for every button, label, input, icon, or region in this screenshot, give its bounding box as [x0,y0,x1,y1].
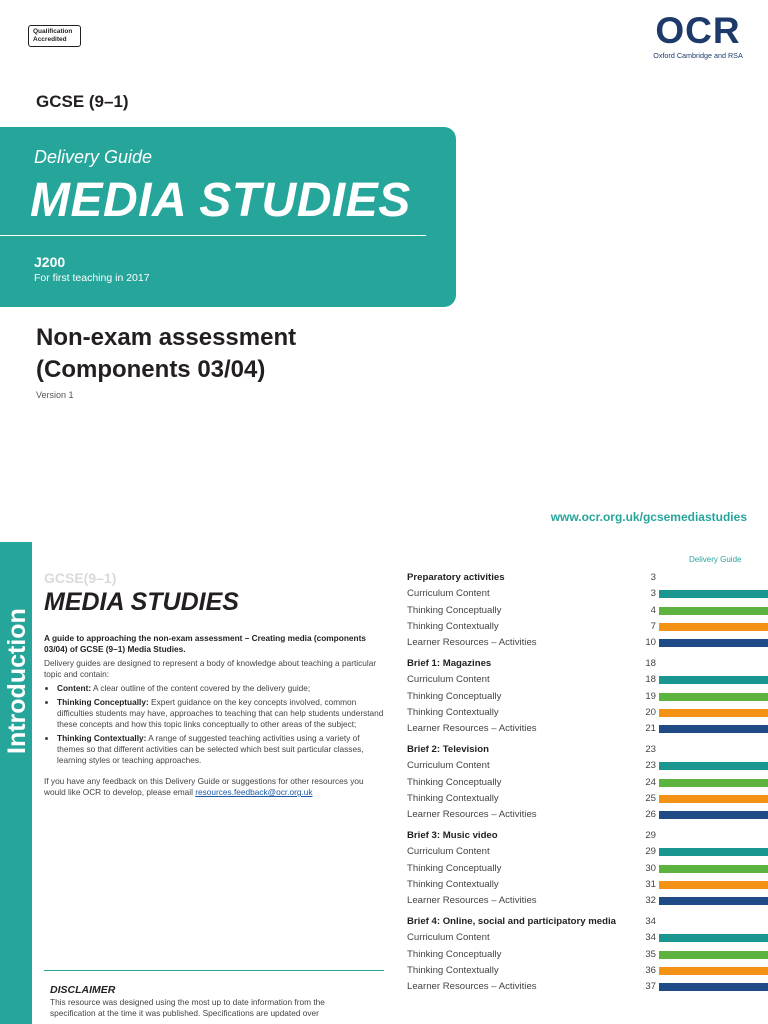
intro-bullet-thinking-conceptually [57,697,384,730]
toc-entry-page: 20 [645,706,656,718]
title-banner [0,127,456,307]
toc-entry-page: 24 [645,776,656,788]
assessment-title-line-2: (Components 03/04) [36,356,266,383]
toc-color-bar [659,811,768,819]
toc-section-page: 29 [645,829,656,841]
toc-entry-page: 3 [650,588,656,600]
toc-color-bar [659,795,768,803]
toc-entry-page: 10 [645,637,656,649]
toc-entry-page: 21 [645,723,656,735]
toc-color-bar [659,725,768,733]
toc-entry[interactable] [407,721,768,737]
toc-color-bar [659,607,768,615]
toc-entry-page: 18 [645,674,656,686]
intro-qualification: GCSE(9–1) [44,570,117,586]
toc-entry[interactable] [407,947,768,963]
toc-entry-title: Thinking Conceptually [407,948,502,960]
section-side-tab-label: Introduction [3,608,31,754]
qualification-level: GCSE (9–1) [36,92,129,111]
toc-entry-title: Thinking Conceptually [407,690,502,702]
toc-entry-page: 23 [645,760,656,772]
toc-color-bar [659,623,768,631]
toc-entry-title: Thinking Conceptually [407,776,502,788]
toc-entry-page: 35 [645,948,656,960]
disclaimer-text: This resource was designed using the most up to date information from the specification at the time it was published. Specifications are updated over [50,997,325,1018]
version-label: Version 1 [36,390,74,400]
toc-color-bar [659,709,768,717]
toc-entry-page: 29 [645,846,656,858]
feedback-text: If you have any feedback on this Delivery Guide or suggestions for other resources you would like OCR to develop, please email [44,776,364,797]
toc-entry-page: 30 [645,862,656,874]
toc-section-title: Brief 3: Music video [407,829,498,841]
toc-section-page: 23 [645,743,656,755]
bullet-term: Content: [57,683,92,693]
intro-bullet-list [44,683,384,766]
toc-entry[interactable] [407,705,768,721]
toc-color-bar [659,779,768,787]
feedback-paragraph [44,776,384,798]
ocr-logo [646,12,750,60]
badge-line-2: Accredited [33,35,67,43]
toc-entry-page: 4 [650,604,656,616]
banner-divider [0,235,426,236]
assessment-title [36,322,296,386]
toc-entry-title: Learner Resources – Activities [407,809,537,821]
toc-color-bar [659,881,768,889]
toc-entry[interactable] [407,758,768,774]
toc-color-bar [659,897,768,905]
toc-entry-title: Curriculum Content [407,760,490,772]
toc-entry-title: Learner Resources – Activities [407,981,537,993]
toc-color-bar [659,848,768,856]
toc-color-bar [659,676,768,684]
toc-entry[interactable] [407,619,768,635]
intro-lead-paragraph: A guide to approaching the non-exam assessment – Creating media (components 03/04) of GCSE (9–1) Media Studies. [44,633,366,654]
toc-section-page: 34 [645,915,656,927]
qualification-accredited-badge [28,25,81,47]
toc-color-bar [659,762,768,770]
toc-section-title: Brief 2: Television [407,743,489,755]
bullet-term: Thinking Conceptually: [57,697,149,707]
toc-color-bar [659,967,768,975]
toc-entry-title: Thinking Contextually [407,620,499,632]
toc-section-page: 3 [650,572,656,583]
intro-body-paragraph: Delivery guides are designed to represent a body of knowledge about teaching a particular topic and contain: [44,658,377,679]
toc-section-title: Brief 4: Online, social and participatory media [407,915,616,927]
assessment-title-line-1: Non-exam assessment [36,324,297,351]
toc-entry-title: Learner Resources – Activities [407,723,537,735]
website-link[interactable]: www.ocr.org.uk/gcsemediastudies [550,510,747,524]
toc-entry-title: Curriculum Content [407,588,490,600]
toc-color-bar [659,983,768,991]
badge-line-1: Qualification [33,28,73,35]
first-teaching-note: For first teaching in 2017 [34,272,150,284]
toc-entry-page: 37 [645,981,656,993]
feedback-email-link[interactable]: resources.feedback@ocr.org.uk [195,787,313,797]
subject-title: MEDIA STUDIES [30,174,411,227]
toc-entry-page: 34 [645,932,656,944]
toc-entry-title: Thinking Contextually [407,792,499,804]
toc-entry-page: 31 [645,878,656,890]
toc-color-bar [659,865,768,873]
toc-entry[interactable] [407,877,768,893]
toc-entry[interactable] [407,893,768,909]
toc-entry[interactable] [407,930,768,946]
intro-bullet-thinking-contextually [57,733,384,766]
toc-section-title: Brief 1: Magazines [407,657,492,669]
toc-entry-title: Learner Resources – Activities [407,895,537,907]
toc-section-heading[interactable] [407,570,768,586]
toc-section-heading[interactable] [407,742,768,758]
toc-header-label: Delivery Guide [689,555,742,564]
ocr-logo-subtitle: Oxford Cambridge and RSA [653,51,743,60]
toc-entry-title: Curriculum Content [407,932,490,944]
toc-entry-title: Thinking Contextually [407,706,499,718]
toc-entry[interactable] [407,603,768,619]
toc-entry-title: Thinking Contextually [407,964,499,976]
toc-entry[interactable] [407,979,768,995]
bullet-term: Thinking Contextually: [57,733,147,743]
toc-entry[interactable] [407,635,768,651]
specification-code: J200 [34,254,66,270]
toc-color-bar [659,693,768,701]
toc-entry[interactable] [407,791,768,807]
toc-entry[interactable] [407,689,768,705]
toc-entry-page: 25 [645,792,656,804]
intro-bullet-content [57,683,384,694]
toc-color-bar [659,639,768,647]
toc-entry-page: 7 [650,620,656,632]
toc-section-heading[interactable] [407,656,768,672]
toc-color-bar [659,951,768,959]
ocr-logo-mark: OCR [655,10,741,51]
toc-section-heading[interactable] [407,914,768,930]
toc-entry-title: Learner Resources – Activities [407,637,537,649]
introduction-section [44,570,384,798]
table-of-contents [407,570,768,995]
bullet-text: A clear outline of the content covered by the delivery guide; [91,683,311,693]
toc-entry-page: 26 [645,809,656,821]
disclaimer-divider [44,970,384,971]
toc-entry-page: 36 [645,964,656,976]
toc-entry-title: Thinking Contextually [407,878,499,890]
toc-entry[interactable] [407,586,768,602]
toc-color-bar [659,590,768,598]
delivery-guide-label: Delivery Guide [34,147,153,167]
toc-entry-title: Thinking Conceptually [407,604,502,616]
toc-entry[interactable] [407,844,768,860]
toc-section-page: 18 [645,657,656,669]
toc-entry-title: Curriculum Content [407,674,490,686]
toc-entry-title: Thinking Conceptually [407,862,502,874]
toc-section-title: Preparatory activities [407,572,505,583]
toc-color-bar [659,934,768,942]
toc-entry[interactable] [407,672,768,688]
section-side-tab [0,542,32,1024]
bullet-text: Expert guidance on the key concepts involved, common difficulties students may have, approaches to teaching that can help students understand these concepts and how this topic links conceptually to other areas of the subject; [57,697,384,729]
disclaimer-heading: DISCLAIMER [50,984,116,996]
toc-section-heading[interactable] [407,828,768,844]
toc-entry[interactable] [407,861,768,877]
toc-entry-page: 19 [645,690,656,702]
toc-entry-title: Curriculum Content [407,846,490,858]
bullet-text: A range of suggested teaching activities using a variety of themes so that different activities can be selected which best suit particular classes, learning styles or teaching approaches. [57,733,364,765]
toc-entry-page: 32 [645,895,656,907]
toc-entry[interactable] [407,775,768,791]
toc-entry[interactable] [407,963,768,979]
intro-title: MEDIA STUDIES [44,588,239,616]
toc-entry[interactable] [407,807,768,823]
